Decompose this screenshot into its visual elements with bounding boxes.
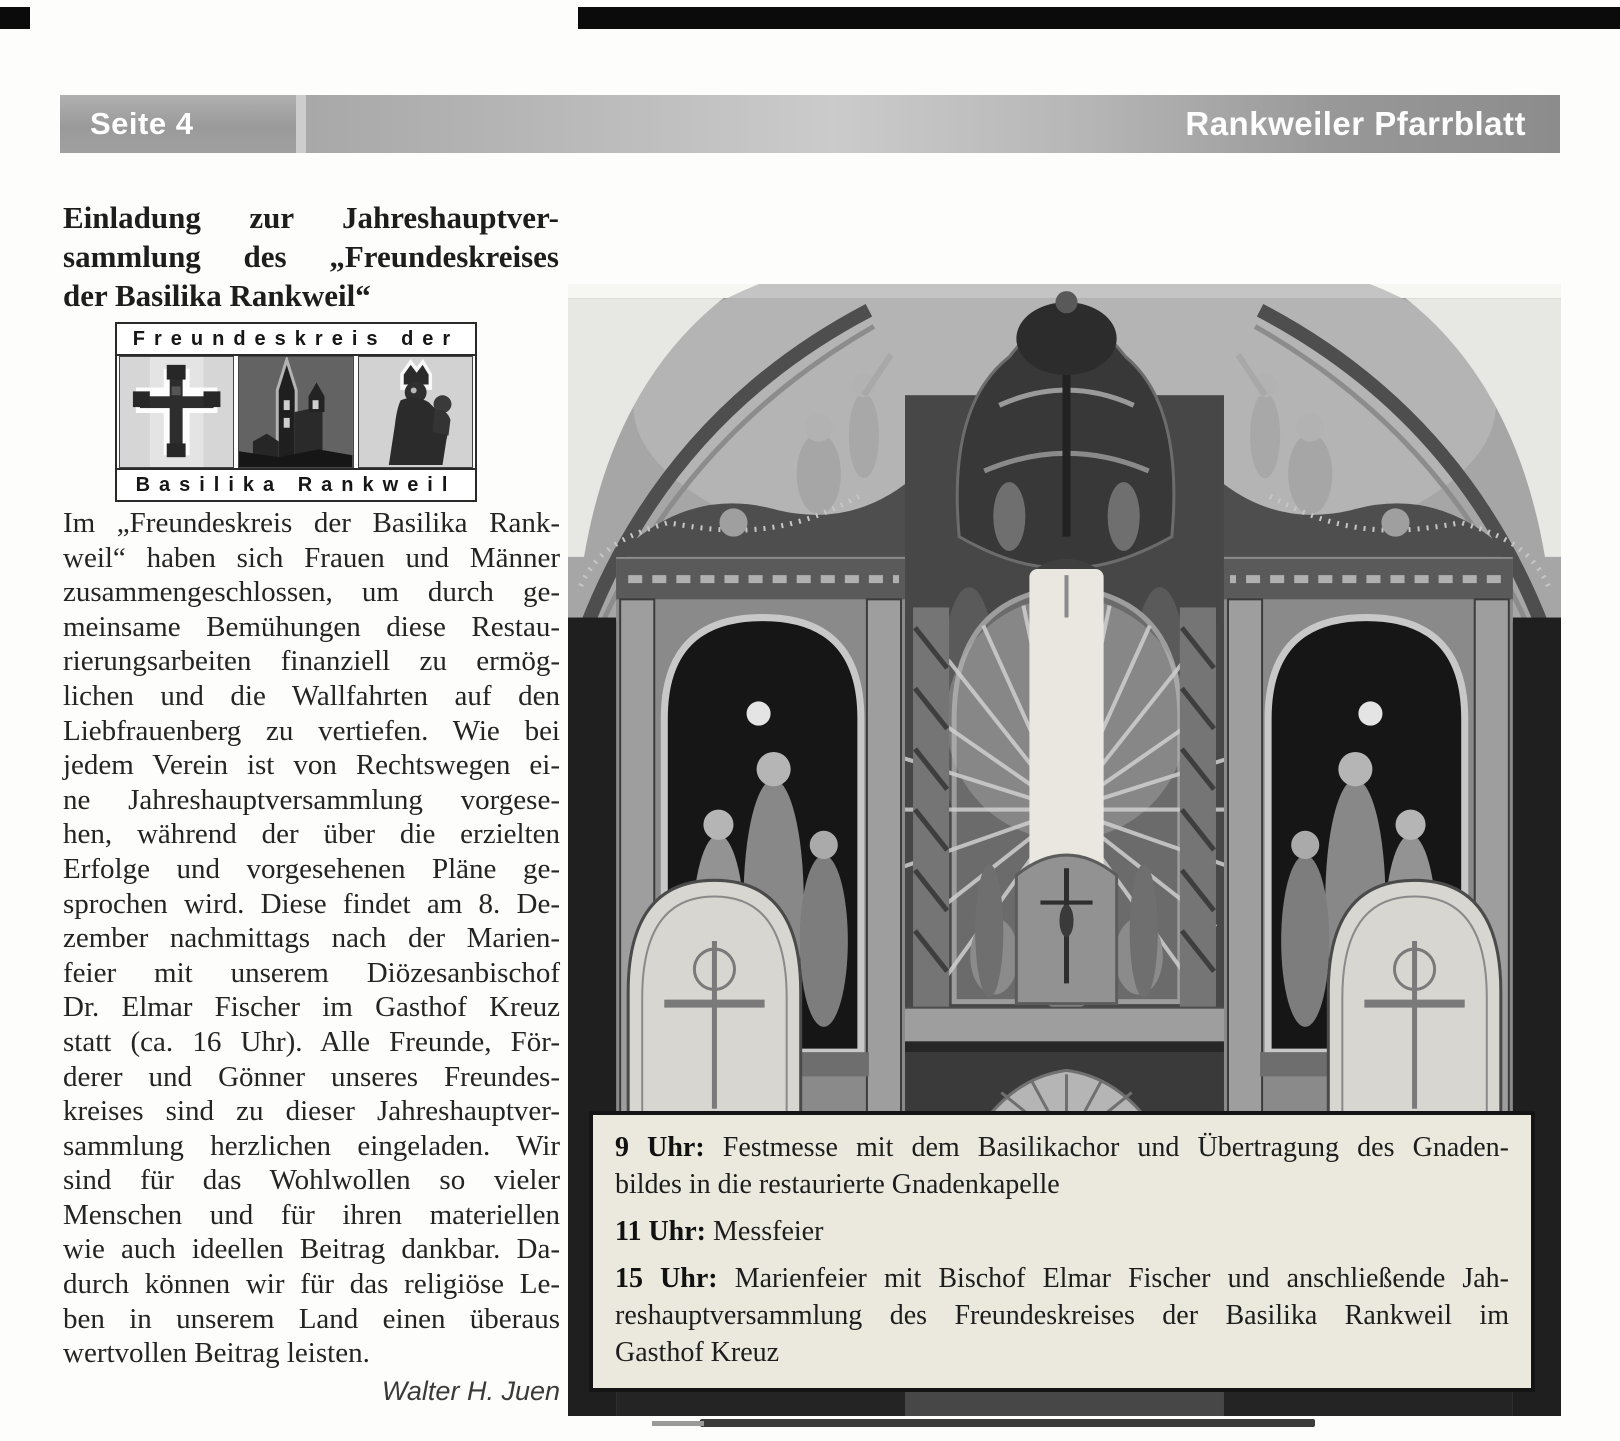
article-body-line: jedem Verein ist von Rechtswegen ei-	[63, 749, 560, 782]
article-body-line: sind für das Wohlwollen so vieler	[63, 1164, 560, 1197]
scan-artifact-bar	[578, 7, 1620, 29]
article-body-line: ne Jahreshauptversammlung vorgese-	[63, 783, 560, 816]
article-body-line: Im „Freundeskreis der Basilika Rank-	[63, 507, 560, 539]
freundeskreis-logo	[115, 322, 477, 502]
caption-time: 9 Uhr:	[615, 1132, 705, 1163]
page-number-label: Seite 4	[90, 106, 194, 141]
article-body-line: hen, während der über die erzielten	[63, 818, 560, 851]
caption-line: Gasthof Kreuz	[615, 1337, 780, 1368]
caption-entry	[615, 1260, 1509, 1371]
masthead-title: Rankweiler Pfarrblatt	[1185, 105, 1526, 142]
article-body-line: Dr. Elmar Fischer im Gasthof Kreuz	[63, 991, 560, 1024]
article-title	[63, 198, 559, 315]
article-body-line: lichen und die Wallfahrten auf den	[63, 679, 560, 712]
caption-time: 11 Uhr:	[615, 1216, 706, 1247]
caption-box	[589, 1111, 1535, 1392]
cross-icon	[119, 356, 234, 468]
article-title-line: Einladung zur Jahreshauptver-	[63, 200, 559, 235]
article-body-line: meinsame Bemühungen diese Restau-	[63, 610, 560, 643]
article-body-line: zember nachmittags nach der Marien-	[63, 922, 560, 955]
altar-photo	[568, 284, 1561, 1416]
scan-artifact-underline	[700, 1419, 1315, 1427]
caption-entries	[615, 1129, 1509, 1371]
article-title-line: der Basilika Rankweil“	[63, 278, 371, 313]
article-body-line: derer und Gönner unseres Freundes-	[63, 1060, 560, 1093]
page-number-block	[60, 95, 296, 153]
caption-line: reshauptversammlung des Freundeskreises der Basilika Rankweil im	[615, 1300, 1509, 1331]
caption-entry	[615, 1129, 1509, 1203]
article-body-line: feier mit unserem Diözesanbischof	[63, 956, 560, 989]
article-body-line: sprochen wird. Diese findet am 8. De-	[63, 887, 560, 920]
article-body-line: zusammengeschlossen, um durch ge-	[63, 576, 560, 609]
caption-entry	[615, 1213, 1509, 1250]
caption-line: 15 Uhr: Marienfeier mit Bischof Elmar Fischer und anschließende Jah-	[615, 1263, 1509, 1294]
article-body-line: Liebfrauenberg zu vertiefen. Wie bei	[63, 714, 560, 747]
header-divider	[296, 95, 306, 153]
article-body-line: statt (ca. 16 Uhr). Alle Freunde, För-	[63, 1025, 560, 1058]
logo-bottom-label: Basilika Rankweil	[135, 473, 457, 496]
article-title-line: sammlung des „Freundeskreises	[63, 239, 559, 274]
article-body-line: kreises sind zu dieser Jahreshauptver-	[63, 1095, 560, 1128]
article-body-line: weil“ haben sich Frauen und Männer	[63, 541, 560, 574]
article-body-line: ben in unserem Land einen überaus	[63, 1302, 560, 1335]
article-body-line: wertvollen Beitrag leisten.	[63, 1337, 370, 1370]
author-signature: Walter H. Juen	[381, 1376, 560, 1406]
scan-artifact-underline-gray	[652, 1421, 704, 1426]
logo-panels	[117, 354, 475, 470]
article-body-line: sammlung herzlichen eingeladen. Wir	[63, 1129, 560, 1162]
basilica-icon	[238, 356, 353, 468]
article-body	[63, 506, 560, 1371]
madonna-icon	[358, 356, 473, 468]
article-body-line: wie auch ideellen Beitrag dankbar. Da-	[63, 1233, 560, 1266]
header-bar	[60, 95, 1560, 153]
article-body-line: Erfolge und vorgesehenen Pläne ge-	[63, 852, 560, 885]
article-body-line: rierungsarbeiten finanziell zu ermög-	[63, 645, 560, 678]
masthead-block	[306, 95, 1560, 153]
caption-line: bildes in die restaurierte Gnadenkapelle	[615, 1169, 1060, 1200]
article-body-line: Menschen und für ihren materiellen	[63, 1198, 560, 1231]
caption-time: 15 Uhr:	[615, 1263, 718, 1294]
logo-top-label: Freundeskreis der	[132, 327, 460, 350]
article-body-line: durch können wir für das religiöse Le-	[63, 1268, 560, 1301]
caption-line: 9 Uhr: Festmesse mit dem Basilikachor und Übertragung des Gnaden-	[615, 1132, 1509, 1163]
caption-line: 11 Uhr: Messfeier	[615, 1216, 824, 1247]
scan-artifact-corner	[0, 7, 30, 29]
